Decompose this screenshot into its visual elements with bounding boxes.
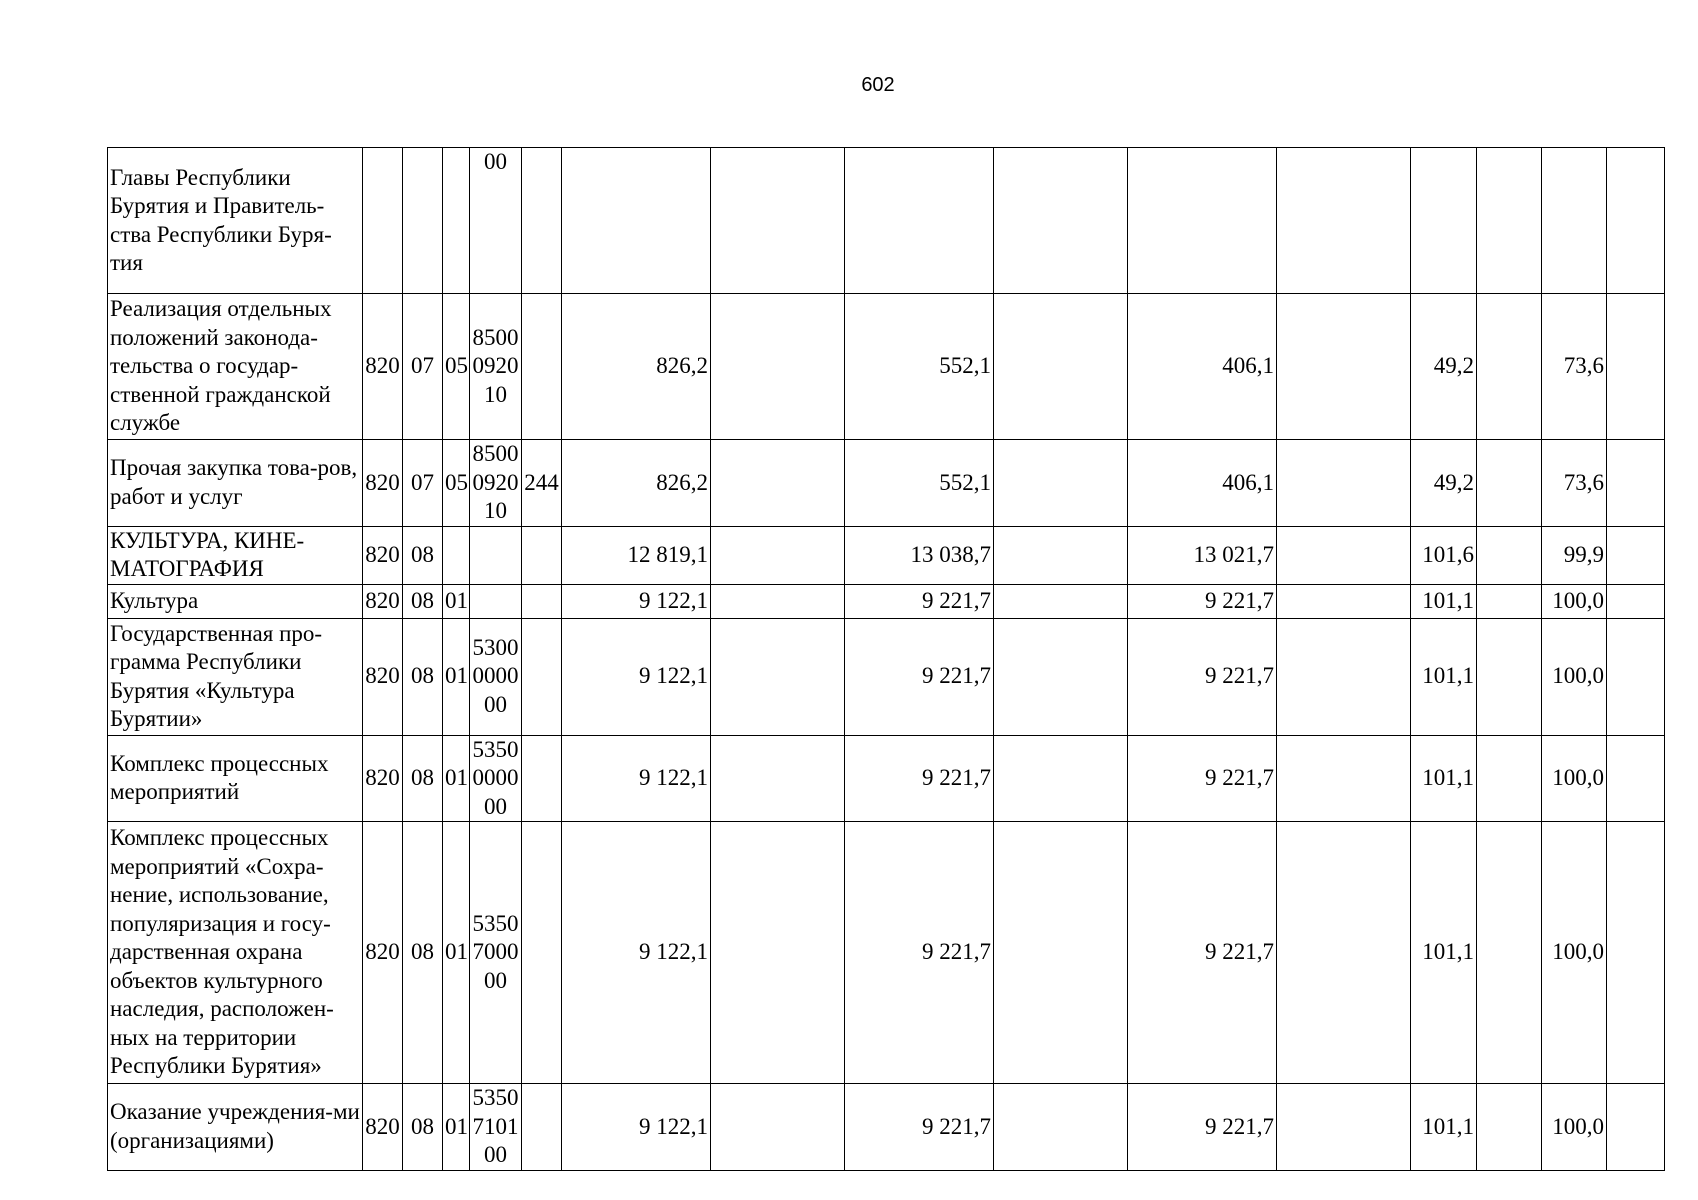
empty-cell — [711, 294, 845, 440]
empty-cell — [994, 294, 1128, 440]
percent-cell-2: 100,0 — [1542, 735, 1607, 822]
target-article-cell — [470, 294, 522, 440]
value-cell-2: 13 038,7 — [845, 526, 994, 584]
empty-cell — [1607, 526, 1665, 584]
value-cell-3: 9 221,7 — [1128, 618, 1277, 735]
target-article-line: 00 — [484, 691, 507, 717]
empty-cell — [994, 618, 1128, 735]
percent-cell-1: 101,1 — [1411, 822, 1477, 1084]
empty-cell — [1607, 618, 1665, 735]
row-name-cell: Реализация отдельных положений законода-тельства о государ-ственной гражданской службе — [108, 294, 363, 440]
empty-cell — [1607, 822, 1665, 1084]
target-article-line: 7000 — [472, 939, 519, 965]
grbs-cell: 820 — [363, 526, 403, 584]
target-article-line: 8500 — [472, 324, 519, 350]
row-name-cell: Комплекс процессных мероприятий — [108, 735, 363, 822]
empty-cell — [1277, 440, 1411, 527]
percent-cell-2: 73,6 — [1542, 294, 1607, 440]
value-cell-1: 12 819,1 — [562, 526, 711, 584]
subsection-cell: 05 — [443, 294, 470, 440]
row-name-cell: Культура — [108, 584, 363, 618]
target-article-line: 0000 — [472, 663, 519, 689]
empty-cell — [994, 526, 1128, 584]
grbs-cell: 820 — [363, 294, 403, 440]
empty-cell — [711, 526, 845, 584]
empty-cell — [1477, 294, 1542, 440]
value-cell-1: 9 122,1 — [562, 618, 711, 735]
percent-cell-1: 101,1 — [1411, 618, 1477, 735]
empty-cell — [994, 148, 1128, 294]
target-article-cell — [470, 735, 522, 822]
empty-cell — [1477, 618, 1542, 735]
page-number: 602 — [861, 74, 895, 96]
value-cell-3: 406,1 — [1128, 294, 1277, 440]
row-name-cell: КУЛЬТУРА, КИНЕ-МАТОГРАФИЯ — [108, 526, 363, 584]
grbs-cell: 820 — [363, 440, 403, 527]
empty-cell — [1477, 822, 1542, 1084]
row-name-cell: Главы Республики Бурятия и Правитель-ства Республики Буря-тия — [108, 148, 363, 294]
empty-cell — [994, 1084, 1128, 1171]
target-article-line: 00 — [484, 149, 507, 174]
row-name-cell: Прочая закупка това-ров, работ и услуг — [108, 440, 363, 527]
percent-cell-1: 49,2 — [1411, 294, 1477, 440]
empty-cell — [1607, 735, 1665, 822]
empty-cell — [1277, 584, 1411, 618]
target-article-line: 10 — [484, 498, 507, 523]
subsection-cell: 01 — [443, 584, 470, 618]
value-cell-3: 9 221,7 — [1128, 822, 1277, 1084]
target-article-line: 5300 — [472, 634, 519, 660]
target-article-line: 0000 — [472, 765, 519, 790]
value-cell-2 — [845, 148, 994, 294]
empty-cell — [711, 618, 845, 735]
value-cell-2: 552,1 — [845, 294, 994, 440]
value-cell-3: 9 221,7 — [1128, 584, 1277, 618]
table-row — [108, 735, 1665, 822]
table-row — [108, 440, 1665, 527]
expense-type-cell — [522, 526, 562, 584]
empty-cell — [1607, 440, 1665, 527]
percent-cell-1: 49,2 — [1411, 440, 1477, 527]
budget-table — [107, 147, 1665, 1171]
table-row — [108, 1084, 1665, 1171]
subsection-cell: 01 — [443, 618, 470, 735]
grbs-cell: 820 — [363, 735, 403, 822]
grbs-cell: 820 — [363, 584, 403, 618]
target-article-line: 00 — [484, 967, 507, 993]
target-article-line: 00 — [484, 793, 507, 819]
value-cell-3: 13 021,7 — [1128, 526, 1277, 584]
target-article-line: 5350 — [472, 736, 519, 762]
value-cell-3: 9 221,7 — [1128, 1084, 1277, 1171]
value-cell-3: 9 221,7 — [1128, 735, 1277, 822]
grbs-cell: 820 — [363, 1084, 403, 1171]
target-article-line: 0920 — [472, 469, 519, 495]
table-row — [108, 584, 1665, 618]
expense-type-cell — [522, 584, 562, 618]
grbs-cell — [363, 148, 403, 294]
section-cell: 08 — [403, 526, 443, 584]
empty-cell — [711, 584, 845, 618]
target-article-line: 7101 — [472, 1113, 519, 1139]
empty-cell — [1607, 1084, 1665, 1171]
expense-type-cell — [522, 822, 562, 1084]
value-cell-1: 9 122,1 — [562, 584, 711, 618]
target-article-line: 8500 — [472, 441, 519, 466]
percent-cell-1: 101,6 — [1411, 526, 1477, 584]
target-article-line: 00 — [484, 1142, 507, 1167]
subsection-cell: 01 — [443, 822, 470, 1084]
empty-cell — [1607, 584, 1665, 618]
empty-cell — [711, 440, 845, 527]
target-article-line: 10 — [484, 381, 507, 407]
percent-cell-2: 100,0 — [1542, 584, 1607, 618]
percent-cell-2: 73,6 — [1542, 440, 1607, 527]
target-article-cell — [470, 1084, 522, 1171]
empty-cell — [1277, 735, 1411, 822]
target-article-cell — [470, 822, 522, 1084]
empty-cell — [1477, 440, 1542, 527]
percent-cell-2: 100,0 — [1542, 1084, 1607, 1171]
percent-cell-2: 99,9 — [1542, 526, 1607, 584]
section-cell: 08 — [403, 735, 443, 822]
expense-type-cell — [522, 735, 562, 822]
percent-cell-1 — [1411, 148, 1477, 294]
value-cell-2: 552,1 — [845, 440, 994, 527]
empty-cell — [1277, 1084, 1411, 1171]
empty-cell — [994, 735, 1128, 822]
target-article-line: 0920 — [472, 353, 519, 379]
value-cell-1 — [562, 148, 711, 294]
empty-cell — [1477, 148, 1542, 294]
value-cell-1: 9 122,1 — [562, 1084, 711, 1171]
expense-type-cell — [522, 148, 562, 294]
expense-type-cell: 244 — [522, 440, 562, 527]
section-cell: 08 — [403, 618, 443, 735]
grbs-cell: 820 — [363, 618, 403, 735]
empty-cell — [1277, 148, 1411, 294]
expense-type-cell — [522, 294, 562, 440]
empty-cell — [711, 1084, 845, 1171]
table-row — [108, 618, 1665, 735]
target-article-cell — [470, 618, 522, 735]
subsection-cell — [443, 148, 470, 294]
value-cell-2: 9 221,7 — [845, 822, 994, 1084]
value-cell-3: 406,1 — [1128, 440, 1277, 527]
percent-cell-1: 101,1 — [1411, 584, 1477, 618]
table-row — [108, 526, 1665, 584]
target-article-cell — [470, 526, 522, 584]
target-article-cell — [470, 584, 522, 618]
empty-cell — [711, 148, 845, 294]
percent-cell-2: 100,0 — [1542, 618, 1607, 735]
row-name-cell: Государственная про-грамма Республики Бурятия «Культура Бурятии» — [108, 618, 363, 735]
empty-cell — [1277, 822, 1411, 1084]
table-row — [108, 294, 1665, 440]
value-cell-1: 9 122,1 — [562, 735, 711, 822]
target-article-cell — [470, 148, 522, 294]
empty-cell — [1277, 618, 1411, 735]
empty-cell — [1477, 1084, 1542, 1171]
section-cell: 08 — [403, 584, 443, 618]
percent-cell-2: 100,0 — [1542, 822, 1607, 1084]
section-cell — [403, 148, 443, 294]
value-cell-1: 826,2 — [562, 440, 711, 527]
value-cell-1: 826,2 — [562, 294, 711, 440]
target-article-line: 5350 — [472, 1085, 519, 1110]
expense-type-cell — [522, 1084, 562, 1171]
empty-cell — [1607, 294, 1665, 440]
target-article-cell — [470, 440, 522, 527]
section-cell: 08 — [403, 1084, 443, 1171]
empty-cell — [1277, 526, 1411, 584]
value-cell-2: 9 221,7 — [845, 735, 994, 822]
percent-cell-1: 101,1 — [1411, 735, 1477, 822]
subsection-cell — [443, 526, 470, 584]
section-cell: 07 — [403, 294, 443, 440]
value-cell-2: 9 221,7 — [845, 1084, 994, 1171]
subsection-cell: 05 — [443, 440, 470, 527]
empty-cell — [711, 735, 845, 822]
section-cell: 07 — [403, 440, 443, 527]
percent-cell-1: 101,1 — [1411, 1084, 1477, 1171]
empty-cell — [1277, 294, 1411, 440]
value-cell-1: 9 122,1 — [562, 822, 711, 1084]
empty-cell — [994, 822, 1128, 1084]
target-article-line: 5350 — [472, 910, 519, 936]
row-name-cell: Оказание учреждения-ми (организациями) — [108, 1084, 363, 1171]
section-cell: 08 — [403, 822, 443, 1084]
row-name-cell: Комплекс процессных мероприятий «Сохра-нение, использование, популяризация и госу-дарственная охрана объектов культурного наследия, расположен-ных на территории Республики Бурятия» — [108, 822, 363, 1084]
value-cell-2: 9 221,7 — [845, 618, 994, 735]
subsection-cell: 01 — [443, 1084, 470, 1171]
empty-cell — [711, 822, 845, 1084]
empty-cell — [1477, 584, 1542, 618]
subsection-cell: 01 — [443, 735, 470, 822]
value-cell-3 — [1128, 148, 1277, 294]
empty-cell — [994, 584, 1128, 618]
grbs-cell: 820 — [363, 822, 403, 1084]
expense-type-cell — [522, 618, 562, 735]
table-row — [108, 822, 1665, 1084]
percent-cell-2 — [1542, 148, 1607, 294]
table-row — [108, 148, 1665, 294]
value-cell-2: 9 221,7 — [845, 584, 994, 618]
empty-cell — [1477, 526, 1542, 584]
empty-cell — [994, 440, 1128, 527]
empty-cell — [1477, 735, 1542, 822]
empty-cell — [1607, 148, 1665, 294]
